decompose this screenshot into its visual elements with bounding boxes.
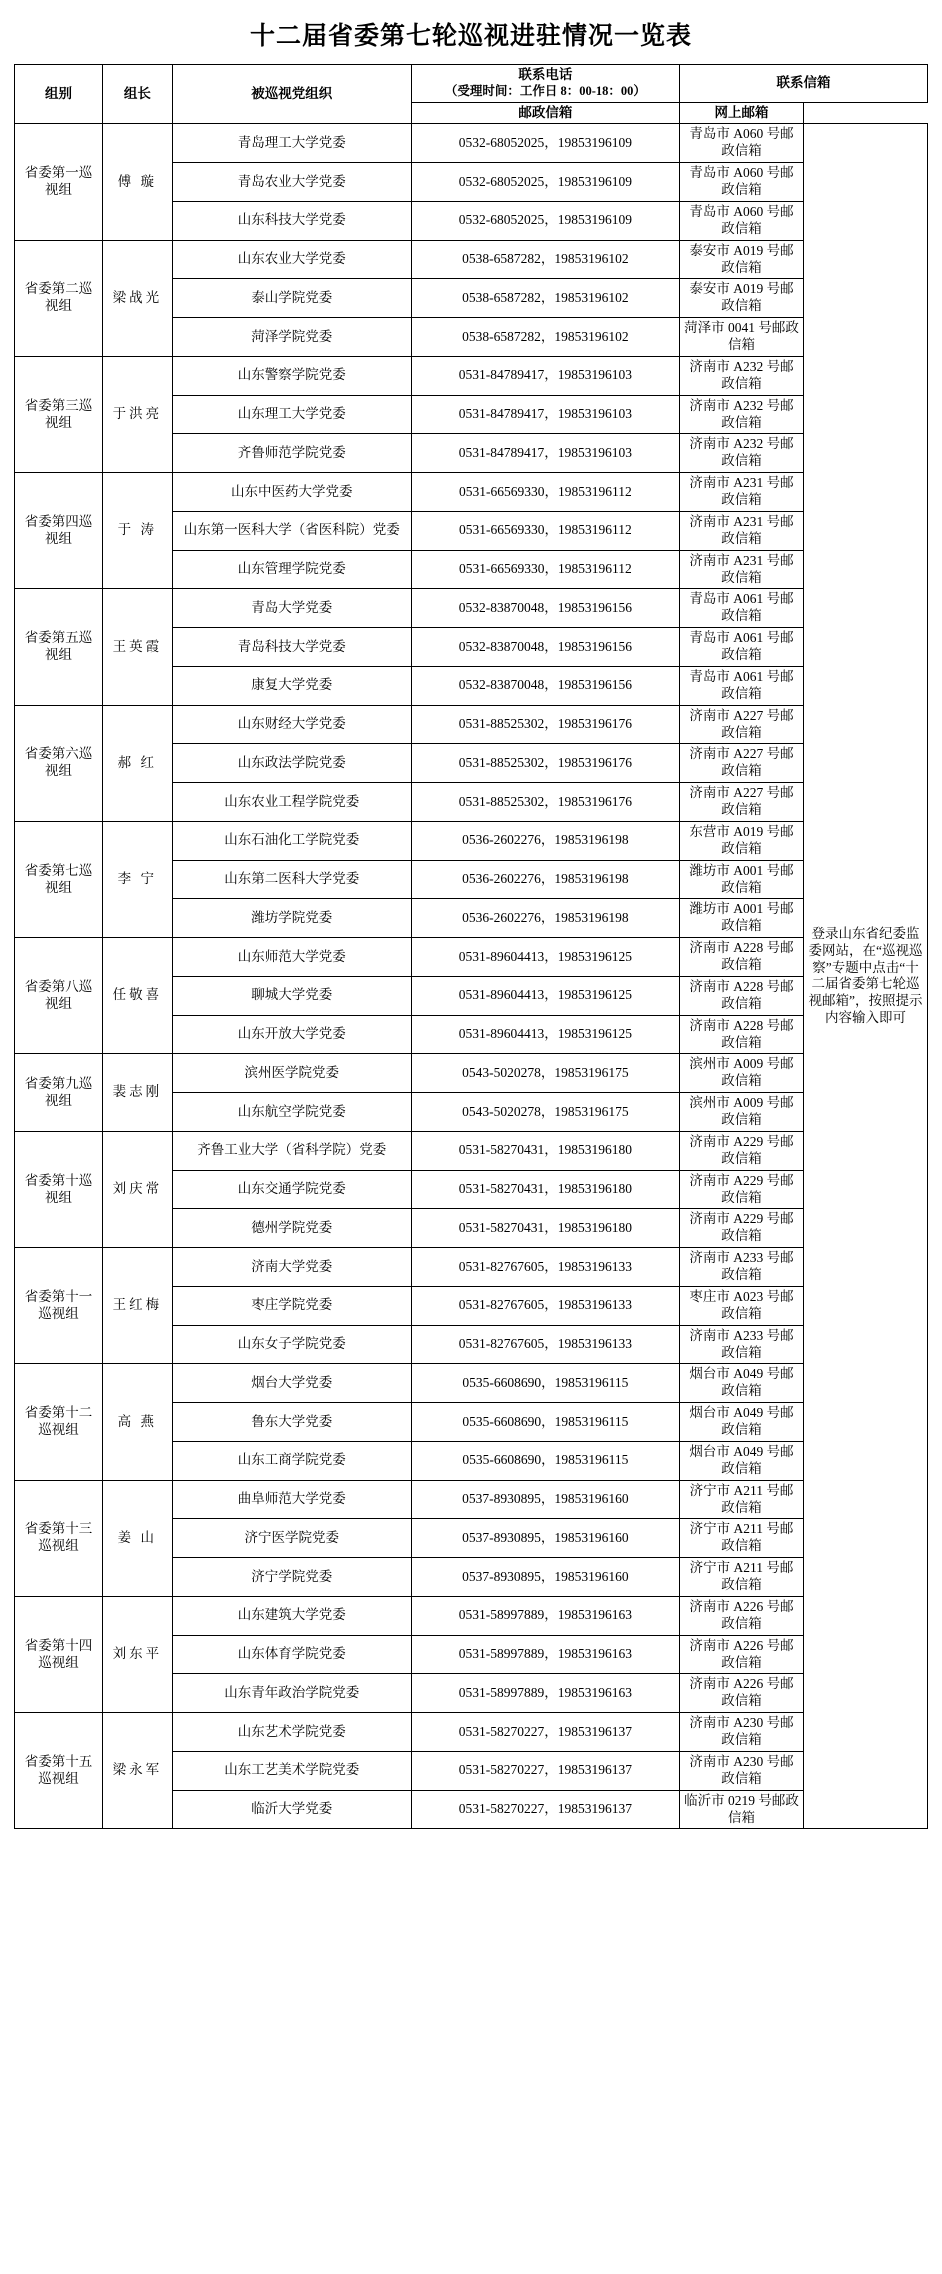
post-mail-cell: 济南市 A229 号邮政信箱: [679, 1209, 803, 1248]
post-mail-cell: 烟台市 A049 号邮政信箱: [679, 1403, 803, 1442]
org-cell: 枣庄学院党委: [172, 1286, 411, 1325]
table-row: [15, 589, 928, 628]
phone-cell: 0531-89604413，19853196125: [411, 976, 679, 1015]
org-cell: 烟台大学党委: [172, 1364, 411, 1403]
phone-cell: 0535-6608690，19853196115: [411, 1441, 679, 1480]
table-row: [15, 356, 928, 395]
leader-cell: 高 燕: [102, 1364, 172, 1480]
org-cell: 齐鲁工业大学（省科学院）党委: [172, 1131, 411, 1170]
header-leader: 组长: [102, 65, 172, 124]
phone-cell: 0531-89604413，19853196125: [411, 938, 679, 977]
phone-cell: 0531-58270431，19853196180: [411, 1209, 679, 1248]
phone-cell: 0535-6608690，19853196115: [411, 1364, 679, 1403]
leader-cell: 刘东平: [102, 1596, 172, 1712]
org-cell: 山东农业工程学院党委: [172, 783, 411, 822]
post-mail-cell: 济宁市 A211 号邮政信箱: [679, 1558, 803, 1597]
post-mail-cell: 济南市 A229 号邮政信箱: [679, 1170, 803, 1209]
table-row: [15, 1248, 928, 1287]
org-cell: 山东财经大学党委: [172, 705, 411, 744]
org-cell: 曲阜师范大学党委: [172, 1480, 411, 1519]
org-cell: 山东工艺美术学院党委: [172, 1751, 411, 1790]
leader-cell: 梁永军: [102, 1713, 172, 1829]
post-mail-cell: 济南市 A226 号邮政信箱: [679, 1674, 803, 1713]
header-org: 被巡视党组织: [172, 65, 411, 124]
table-row: [15, 124, 928, 163]
table-row: [15, 1713, 928, 1752]
org-cell: 山东中医药大学党委: [172, 473, 411, 512]
post-mail-cell: 济南市 A227 号邮政信箱: [679, 705, 803, 744]
group-cell: 省委第四巡视组: [15, 473, 103, 589]
org-cell: 山东体育学院党委: [172, 1635, 411, 1674]
group-cell: 省委第一巡视组: [15, 124, 103, 240]
org-cell: 泰山学院党委: [172, 279, 411, 318]
group-cell: 省委第十一巡视组: [15, 1248, 103, 1364]
post-mail-cell: 济南市 A227 号邮政信箱: [679, 744, 803, 783]
post-mail-cell: 济南市 A232 号邮政信箱: [679, 395, 803, 434]
group-cell: 省委第九巡视组: [15, 1054, 103, 1132]
post-mail-cell: 临沂市 0219 号邮政信箱: [679, 1790, 803, 1829]
org-cell: 青岛大学党委: [172, 589, 411, 628]
post-mail-cell: 烟台市 A049 号邮政信箱: [679, 1364, 803, 1403]
org-cell: 鲁东大学党委: [172, 1403, 411, 1442]
post-mail-cell: 济南市 A233 号邮政信箱: [679, 1248, 803, 1287]
phone-cell: 0531-58997889，19853196163: [411, 1596, 679, 1635]
phone-cell: 0532-83870048，19853196156: [411, 589, 679, 628]
post-mail-cell: 济宁市 A211 号邮政信箱: [679, 1519, 803, 1558]
post-mail-cell: 青岛市 A060 号邮政信箱: [679, 163, 803, 202]
org-cell: 聊城大学党委: [172, 976, 411, 1015]
leader-cell: 裴志刚: [102, 1054, 172, 1132]
phone-cell: 0543-5020278，19853196175: [411, 1093, 679, 1132]
group-cell: 省委第五巡视组: [15, 589, 103, 705]
post-mail-cell: 济南市 A232 号邮政信箱: [679, 434, 803, 473]
org-cell: 山东艺术学院党委: [172, 1713, 411, 1752]
org-cell: 山东交通学院党委: [172, 1170, 411, 1209]
org-cell: 山东工商学院党委: [172, 1441, 411, 1480]
org-cell: 山东科技大学党委: [172, 201, 411, 240]
page-title: 十二届省委第七轮巡视进驻情况一览表: [249, 23, 692, 50]
header-row-1: [15, 65, 928, 103]
post-mail-cell: 济南市 A228 号邮政信箱: [679, 938, 803, 977]
phone-cell: 0538-6587282，19853196102: [411, 318, 679, 357]
table-row: [15, 1480, 928, 1519]
org-cell: 山东第一医科大学（省医科院）党委: [172, 511, 411, 550]
post-mail-cell: 济南市 A230 号邮政信箱: [679, 1713, 803, 1752]
phone-cell: 0532-68052025，19853196109: [411, 201, 679, 240]
header-group: 组别: [15, 65, 103, 124]
phone-cell: 0531-82767605，19853196133: [411, 1286, 679, 1325]
org-cell: 济宁医学院党委: [172, 1519, 411, 1558]
header-contact-mail: 联系信箱: [679, 65, 927, 103]
org-cell: 临沂大学党委: [172, 1790, 411, 1829]
post-mail-cell: 泰安市 A019 号邮政信箱: [679, 240, 803, 279]
post-mail-cell: 潍坊市 A001 号邮政信箱: [679, 860, 803, 899]
table-row: [15, 473, 928, 512]
phone-cell: 0531-58997889，19853196163: [411, 1635, 679, 1674]
phone-cell: 0531-58997889，19853196163: [411, 1674, 679, 1713]
leader-cell: 梁战光: [102, 240, 172, 356]
post-mail-cell: 菏泽市 0041 号邮政信箱: [679, 318, 803, 357]
header-phone-main: 联系电话: [518, 67, 573, 82]
leader-cell: 刘庆常: [102, 1131, 172, 1247]
phone-cell: 0531-58270227，19853196137: [411, 1713, 679, 1752]
org-cell: 山东警察学院党委: [172, 356, 411, 395]
group-cell: 省委第十三巡视组: [15, 1480, 103, 1596]
leader-cell: 郝 红: [102, 705, 172, 821]
table-row: [15, 1596, 928, 1635]
phone-cell: 0531-84789417，19853196103: [411, 434, 679, 473]
post-mail-cell: 济宁市 A211 号邮政信箱: [679, 1480, 803, 1519]
table-row: [15, 240, 928, 279]
phone-cell: 0532-83870048，19853196156: [411, 628, 679, 667]
phone-cell: 0531-88525302，19853196176: [411, 705, 679, 744]
leader-cell: 傅 璇: [102, 124, 172, 240]
phone-cell: 0531-58270227，19853196137: [411, 1790, 679, 1829]
phone-cell: 0531-89604413，19853196125: [411, 1015, 679, 1054]
org-cell: 潍坊学院党委: [172, 899, 411, 938]
leader-cell: 王英霞: [102, 589, 172, 705]
org-cell: 山东航空学院党委: [172, 1093, 411, 1132]
org-cell: 康复大学党委: [172, 666, 411, 705]
org-cell: 菏泽学院党委: [172, 318, 411, 357]
post-mail-cell: 泰安市 A019 号邮政信箱: [679, 279, 803, 318]
leader-cell: 任敬喜: [102, 938, 172, 1054]
phone-cell: 0532-68052025，19853196109: [411, 163, 679, 202]
leader-cell: 姜 山: [102, 1480, 172, 1596]
org-cell: 山东农业大学党委: [172, 240, 411, 279]
table-row: [15, 1364, 928, 1403]
post-mail-cell: 东营市 A019 号邮政信箱: [679, 821, 803, 860]
post-mail-cell: 济南市 A228 号邮政信箱: [679, 976, 803, 1015]
header-web-mail: 网上邮箱: [679, 102, 803, 124]
table-header: [15, 65, 928, 124]
post-mail-cell: 济南市 A228 号邮政信箱: [679, 1015, 803, 1054]
phone-cell: 0531-58270431，19853196180: [411, 1170, 679, 1209]
post-mail-cell: 青岛市 A060 号邮政信箱: [679, 201, 803, 240]
phone-cell: 0531-82767605，19853196133: [411, 1248, 679, 1287]
table-row: [15, 1131, 928, 1170]
org-cell: 济宁学院党委: [172, 1558, 411, 1597]
org-cell: 山东开放大学党委: [172, 1015, 411, 1054]
post-mail-cell: 潍坊市 A001 号邮政信箱: [679, 899, 803, 938]
table-row: [15, 705, 928, 744]
leader-cell: 李 宁: [102, 821, 172, 937]
table-body: [15, 124, 928, 1829]
post-mail-cell: 济南市 A231 号邮政信箱: [679, 511, 803, 550]
post-mail-cell: 济南市 A233 号邮政信箱: [679, 1325, 803, 1364]
post-mail-cell: 济南市 A230 号邮政信箱: [679, 1751, 803, 1790]
org-cell: 山东理工大学党委: [172, 395, 411, 434]
phone-cell: 0537-8930895，19853196160: [411, 1558, 679, 1597]
leader-cell: 于洪亮: [102, 356, 172, 472]
org-cell: 青岛理工大学党委: [172, 124, 411, 163]
phone-cell: 0536-2602276，19853196198: [411, 860, 679, 899]
phone-cell: 0531-66569330，19853196112: [411, 550, 679, 589]
group-cell: 省委第十巡视组: [15, 1131, 103, 1247]
post-mail-cell: 济南市 A226 号邮政信箱: [679, 1596, 803, 1635]
phone-cell: 0536-2602276，19853196198: [411, 899, 679, 938]
org-cell: 济南大学党委: [172, 1248, 411, 1287]
inspection-table: [14, 64, 928, 1829]
group-cell: 省委第二巡视组: [15, 240, 103, 356]
group-cell: 省委第三巡视组: [15, 356, 103, 472]
phone-cell: 0537-8930895，19853196160: [411, 1519, 679, 1558]
post-mail-cell: 青岛市 A061 号邮政信箱: [679, 666, 803, 705]
org-cell: 山东建筑大学党委: [172, 1596, 411, 1635]
org-cell: 山东石油化工学院党委: [172, 821, 411, 860]
group-cell: 省委第十五巡视组: [15, 1713, 103, 1829]
group-cell: 省委第七巡视组: [15, 821, 103, 937]
phone-cell: 0531-66569330，19853196112: [411, 511, 679, 550]
post-mail-cell: 济南市 A232 号邮政信箱: [679, 356, 803, 395]
post-mail-cell: 济南市 A231 号邮政信箱: [679, 473, 803, 512]
phone-cell: 0531-58270227，19853196137: [411, 1751, 679, 1790]
group-cell: 省委第六巡视组: [15, 705, 103, 821]
org-cell: 山东师范大学党委: [172, 938, 411, 977]
header-phone-sub: （受理时间：工作日 8：00-18：00）: [444, 83, 646, 98]
org-cell: 齐鲁师范学院党委: [172, 434, 411, 473]
post-mail-cell: 青岛市 A061 号邮政信箱: [679, 589, 803, 628]
post-mail-cell: 济南市 A229 号邮政信箱: [679, 1131, 803, 1170]
post-mail-cell: 济南市 A231 号邮政信箱: [679, 550, 803, 589]
post-mail-cell: 青岛市 A060 号邮政信箱: [679, 124, 803, 163]
phone-cell: 0543-5020278，19853196175: [411, 1054, 679, 1093]
phone-cell: 0535-6608690，19853196115: [411, 1403, 679, 1442]
phone-cell: 0536-2602276，19853196198: [411, 821, 679, 860]
phone-cell: 0531-84789417，19853196103: [411, 395, 679, 434]
post-mail-cell: 枣庄市 A023 号邮政信箱: [679, 1286, 803, 1325]
org-cell: 山东政法学院党委: [172, 744, 411, 783]
post-mail-cell: 滨州市 A009 号邮政信箱: [679, 1054, 803, 1093]
group-cell: 省委第十二巡视组: [15, 1364, 103, 1480]
table-row: [15, 821, 928, 860]
org-cell: 山东第二医科大学党委: [172, 860, 411, 899]
post-mail-cell: 滨州市 A009 号邮政信箱: [679, 1093, 803, 1132]
post-mail-cell: 济南市 A226 号邮政信箱: [679, 1635, 803, 1674]
group-cell: 省委第十四巡视组: [15, 1596, 103, 1712]
phone-cell: 0531-66569330，19853196112: [411, 473, 679, 512]
org-cell: 青岛科技大学党委: [172, 628, 411, 667]
org-cell: 山东管理学院党委: [172, 550, 411, 589]
phone-cell: 0531-82767605，19853196133: [411, 1325, 679, 1364]
phone-cell: 0531-88525302，19853196176: [411, 744, 679, 783]
phone-cell: 0531-88525302，19853196176: [411, 783, 679, 822]
web-mail-note: 登录山东省纪委监委网站，在“巡视巡察”专题中点击“十二届省委第七轮巡视邮箱”，按照提示内容输入即可: [803, 124, 927, 1829]
leader-cell: 王红梅: [102, 1248, 172, 1364]
phone-cell: 0531-84789417，19853196103: [411, 356, 679, 395]
post-mail-cell: 济南市 A227 号邮政信箱: [679, 783, 803, 822]
org-cell: 青岛农业大学党委: [172, 163, 411, 202]
org-cell: 山东青年政治学院党委: [172, 1674, 411, 1713]
header-phone: [411, 65, 679, 103]
post-mail-cell: 烟台市 A049 号邮政信箱: [679, 1441, 803, 1480]
phone-cell: 0532-83870048，19853196156: [411, 666, 679, 705]
group-cell: 省委第八巡视组: [15, 938, 103, 1054]
table-row: [15, 938, 928, 977]
table-row: [15, 1054, 928, 1093]
org-cell: 山东女子学院党委: [172, 1325, 411, 1364]
org-cell: 德州学院党委: [172, 1209, 411, 1248]
post-mail-cell: 青岛市 A061 号邮政信箱: [679, 628, 803, 667]
phone-cell: 0532-68052025，19853196109: [411, 124, 679, 163]
leader-cell: 于 涛: [102, 473, 172, 589]
org-cell: 滨州医学院党委: [172, 1054, 411, 1093]
phone-cell: 0538-6587282，19853196102: [411, 279, 679, 318]
phone-cell: 0537-8930895，19853196160: [411, 1480, 679, 1519]
header-post-mail: 邮政信箱: [411, 102, 679, 124]
phone-cell: 0531-58270431，19853196180: [411, 1131, 679, 1170]
phone-cell: 0538-6587282，19853196102: [411, 240, 679, 279]
